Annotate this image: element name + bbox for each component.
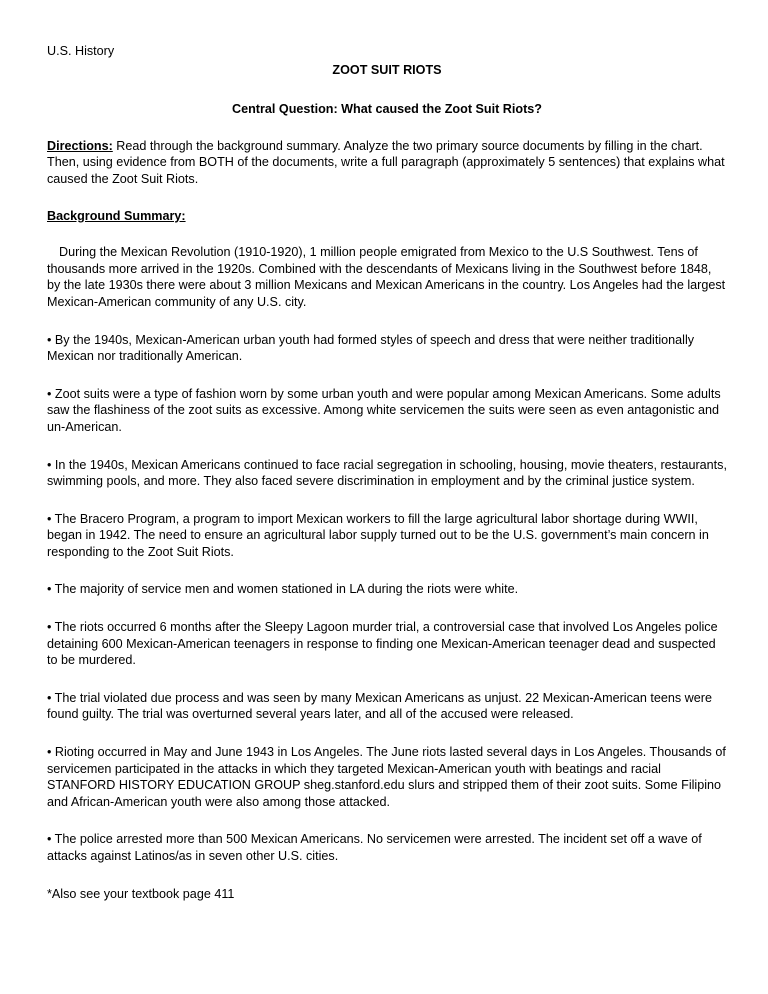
directions-label: Directions: <box>47 138 113 153</box>
textbook-note: *Also see your textbook page 411 <box>47 886 235 901</box>
background-intro: During the Mexican Revolution (1910-1920), 1 million people emigrated from Mexico to the U.S Southwest. Tens of thousands more arrived in the 1920s. Combined with the descendants of Mexicans living in the Southwest before 1848, by the late 1930s there were about 3 million Mexicans and Mexican Americans in the country. Los Angeles had the largest Mexican-American community of any U.S. city. <box>47 245 726 309</box>
background-heading: Background Summary: <box>47 208 186 223</box>
directions-paragraph <box>47 138 727 188</box>
bullet-item: • The majority of service men and women stationed in LA during the riots were white. <box>47 582 519 597</box>
bullet-item: • The Bracero Program, a program to import Mexican workers to fill the large agricultural labor shortage during WWII, began in 1942. The need to ensure an agricultural labor supply turned out to be the U.S. government’s main concern in responding to the Zoot Suit Riots. <box>47 511 709 559</box>
central-question: Central Question: What caused the Zoot Suit Riots? <box>232 102 542 117</box>
bullet-item: • Rioting occurred in May and June 1943 in Los Angeles. The June riots lasted several days in Los Angeles. Thousands of servicemen participated in the attacks in which they targeted Mexican-American youth with beatings and racial STANFORD HISTORY EDUCATION GROUP sheg.stanford.edu slurs and stripped them of their zoot suits. Some Filipino and African-American youth were also among those attacked. <box>47 745 726 809</box>
bullet-item: • In the 1940s, Mexican Americans continued to face racial segregation in schooling, housing, movie theaters, restaurants, swimming pools, and more. They also faced severe discrimination in employment and by the criminal justice system. <box>47 457 727 489</box>
bullet-item: • The riots occurred 6 months after the Sleepy Lagoon murder trial, a controversial case that involved Los Angeles police detaining 600 Mexican-American teenagers in response to finding one Mexican-American teenager dead and suspected to be murdered. <box>47 620 718 668</box>
bullet-item: • The police arrested more than 500 Mexican Americans. No servicemen were arrested. The incident set off a wave of attacks against Latinos/as in seven other U.S. cities. <box>47 832 702 863</box>
page-title: ZOOT SUIT RIOTS <box>332 62 442 77</box>
bullet-item: • The trial violated due process and was seen by many Mexican Americans as unjust. 22 Mexican-American teens were found guilty. The trial was overturned several years later, and all of the accused were released. <box>47 690 712 722</box>
course-label: U.S. History <box>47 44 115 58</box>
bullet-item: • By the 1940s, Mexican-American urban youth had formed styles of speech and dress that were neither traditionally Mexican nor traditionally American. <box>47 332 695 364</box>
bullet-item: • Zoot suits were a type of fashion worn by some urban youth and were popular among Mexican Americans. Some adults saw the flashiness of the zoot suits as excessive. Among white servicemen the suits were seen as even antagonistic and un-American. <box>47 386 721 434</box>
document-page <box>47 43 727 902</box>
directions-text: Read through the background summary. Analyze the two primary source documents by filling in the chart. Then, using evidence from BOTH of the documents, write a full paragraph (approximately 5 sentences) that explains what caused the Zoot Suit Riots. <box>47 138 725 186</box>
